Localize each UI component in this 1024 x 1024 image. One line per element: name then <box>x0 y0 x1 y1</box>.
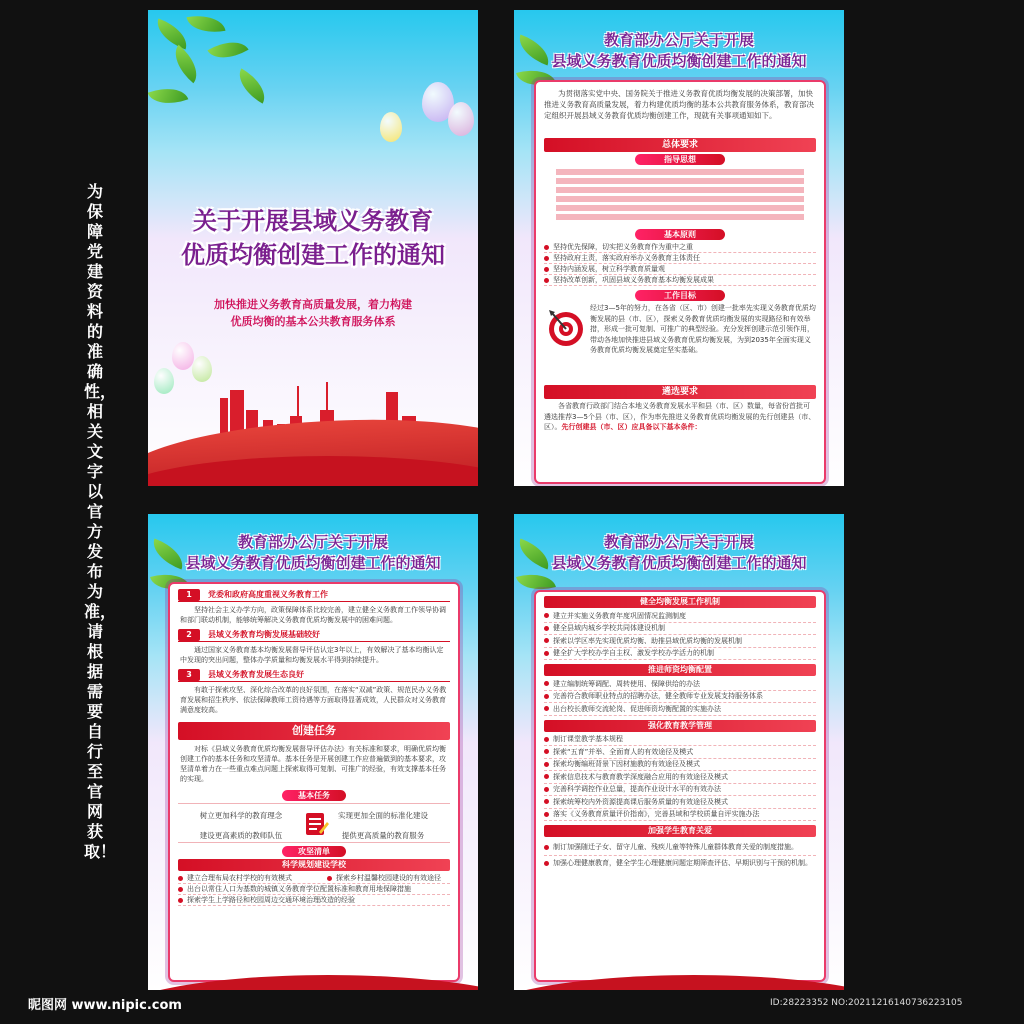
document-pen-icon <box>303 810 329 838</box>
measure-item: 健全扩大学校办学自主权、激发学校办学活力的机制 <box>544 648 816 661</box>
principle-item: 坚持改革创新，巩固县域义务教育基本均衡发展成果 <box>544 275 816 286</box>
condition-item <box>178 668 450 718</box>
notice-panel-2 <box>514 10 844 486</box>
plan-list <box>178 873 450 906</box>
panel-header <box>514 30 844 72</box>
measure-item: 建立编制统筹调配、周转使用、保障供给的办法 <box>544 678 816 691</box>
section-list <box>544 610 816 660</box>
measure-item: 完善科学调控作业总量，提高作业设计水平的有效办法 <box>544 784 816 797</box>
leaf-decoration <box>152 18 193 49</box>
sub-title-guiding: 指导思想 <box>635 154 725 165</box>
sub-title-principles: 基本原则 <box>635 229 725 240</box>
item-title: 县域义务教育发展生态良好 <box>208 670 304 679</box>
leaf-decoration <box>166 45 206 83</box>
measure-item: 加强心理健康教育，健全学生心理健康问题定期筛查评估、早期识别与干预的机制。 <box>544 856 816 871</box>
condition-item <box>178 628 450 668</box>
principle-item: 坚持优先保障，切实把义务教育作为重中之重 <box>544 242 816 253</box>
measure-item: 制订课堂教学基本规程 <box>544 734 816 747</box>
plan-item: 探索学生上学路径和校园周边交通环境治理改造的经验 <box>187 896 355 904</box>
section-list <box>544 678 816 716</box>
basic-task-item: 建设更高素质的教师队伍 <box>199 831 283 840</box>
plan-item: 出台以常住人口为基数的城镇义务教育学位配置标准和教育用地保障措施 <box>187 885 411 893</box>
measure-item: 落实《义务教育质量评价指南》，完善县域和学校质量自评实施办法 <box>544 809 816 822</box>
item-number: 2 <box>178 629 200 641</box>
cover-title-line2: 优质均衡创建工作的通知 <box>181 241 445 269</box>
leaf-decoration <box>231 68 272 103</box>
measure-item: 完善符合教师职业特点的招聘办法，健全教师专业发展支持服务体系 <box>544 691 816 704</box>
basic-task-grid <box>178 803 450 843</box>
id-watermark: ID:28223352 NO:20211216140736223105 <box>770 998 963 1008</box>
balloon-icon <box>172 342 194 370</box>
header-line1: 教育部办公厅关于开展 <box>237 533 388 551</box>
measure-item: 健全县域内城乡学校共同体建设机制 <box>544 623 816 636</box>
content-card <box>534 80 826 484</box>
header-line1: 教育部办公厅关于开展 <box>603 533 754 551</box>
cover-subtitle <box>148 296 478 330</box>
site-watermark: 昵图网 www.nipic.com <box>28 998 182 1013</box>
notice-panel-3 <box>148 514 478 990</box>
balloon-icon <box>448 102 474 136</box>
measure-item: 探索“五育”并举、全面育人的有效途径及模式 <box>544 746 816 759</box>
measure-item: 探索信息技术与教育教学深度融合应用的有效途径及模式 <box>544 771 816 784</box>
item-title: 党委和政府高度重视义务教育工作 <box>208 590 328 599</box>
section-title: 健全均衡发展工作机制 <box>544 596 816 608</box>
sub-title-attack: 攻坚清单 <box>282 846 346 857</box>
section-title: 强化教育教学管理 <box>544 720 816 732</box>
panel-header <box>148 532 478 574</box>
item-number: 3 <box>178 669 200 681</box>
cover-panel <box>148 10 478 486</box>
intro-text: 为贯彻落实党中央、国务院关于推进义务教育优质均衡发展的决策部署，加快推进义务教育高质量发展，着力构建优质均衡的基本公共教育服务体系，教育部决定组织开展县域义务教育优质均衡创建工作，现就有关事项通知如下。 <box>544 89 814 120</box>
guiding-text-placeholder <box>544 167 816 225</box>
section-title-task: 创建任务 <box>178 722 450 740</box>
measure-item: 制订加强随迁子女、留守儿童、残疾儿童等特殊儿童群体教育关爱的制度措施。 <box>544 840 816 856</box>
section-title: 加强学生教育关爱 <box>544 825 816 837</box>
header-line1: 教育部办公厅关于开展 <box>603 31 754 49</box>
principle-item: 坚持内涵发展，树立科学教育质量观 <box>544 264 816 275</box>
plan-row <box>178 873 450 884</box>
sub-title-basic: 基本任务 <box>282 790 346 801</box>
select-body: 各省教育行政部门结合本地义务教育发展水平和县（市、区）数量，每省份首批可遴选推荐3—5个县（市、区），作为率先推进义务教育优质均衡发展的先行创建县（市、区）。 <box>544 402 816 431</box>
section-list <box>544 734 816 822</box>
plan-row <box>178 895 450 906</box>
basic-task-item: 实现更加全面的标准化建设 <box>338 811 428 820</box>
plan-item: 探索乡村温馨校园建设的有效途径 <box>336 874 441 882</box>
header-line2: 县域义务教育优质均衡创建工作的通知 <box>551 554 807 572</box>
disclaimer-vertical-text: 为保障党建资料的准确性，相关文字以官方发布为准，请根据需要自行至官网获取！ <box>84 182 117 861</box>
target-icon <box>546 307 586 347</box>
section-list <box>544 840 816 870</box>
item-number: 1 <box>178 589 200 601</box>
measure-item: 出台校长教师交流轮岗、促进师资均衡配置的实施办法 <box>544 703 816 716</box>
notice-panel-4 <box>514 514 844 990</box>
goal-block <box>544 303 816 383</box>
goal-text: 经过3—5年的努力，在各省（区、市）创建一批率先实现义务教育优质均衡发展的县（市、区），探索义务教育优质均衡发展的实现路径和有效举措，形成一批可复制、可推广的典型经验。充分发挥创建示范引领作用，带动各地加快推进县域义务教育优质均衡发展，为到2035年全面实现义务教育优质均衡发展奠定坚实基础。 <box>590 304 816 354</box>
item-text: 通过国家义务教育基本均衡发展督导评估认定3年以上，有效解决了基本均衡认定中发现的突出问题，整体办学质量和均衡发展水平得到持续提升。 <box>180 646 444 664</box>
sub-title-goal: 工作目标 <box>635 290 725 301</box>
task-text: 对标《县域义务教育优质均衡发展督导评估办法》有关标准和要求，明确优质均衡创建工作的基本任务和攻坚清单。基本任务是开展创建工作应普遍做到的基本要求，攻坚清单着力在一些重点难点问题上探索取得可复制、可推广的经验，有效支撑基本任务的实现。 <box>180 745 446 783</box>
measure-item: 探索均衡编班背景下因材施教的有效途径及模式 <box>544 759 816 772</box>
leaf-decoration <box>207 32 248 67</box>
item-text: 坚持社会主义办学方向，政策保障体系比较完善，建立健全义务教育工作领导协调和部门联动机制，能够统筹解决义务教育优质均衡发展中的困难问题。 <box>180 606 446 624</box>
plan-row <box>178 884 450 895</box>
cover-subtitle-line2: 优质均衡的基本公共教育服务体系 <box>230 315 396 328</box>
condition-item <box>178 588 450 628</box>
header-line2: 县域义务教育优质均衡创建工作的通知 <box>185 554 441 572</box>
leaf-decoration <box>148 80 188 111</box>
item-text: 有敢于探索攻坚、深化综合改革的良好氛围，在落实“双减”政策、规范民办义务教育发展和招生秩序、依法保障教师工资待遇等方面取得显著成效，人民群众对义务教育满意度较高。 <box>180 686 447 714</box>
item-title: 县域义务教育均衡发展基础较好 <box>208 630 320 639</box>
header-line2: 县域义务教育优质均衡创建工作的通知 <box>551 52 807 70</box>
basic-task-item: 提供更高质量的教育服务 <box>341 831 425 840</box>
plan-item: 建立合理布局农村学校的有效模式 <box>187 874 292 882</box>
basic-task-item: 树立更加科学的教育理念 <box>199 811 283 820</box>
content-card <box>168 582 460 982</box>
cover-title <box>148 204 478 272</box>
select-tail: 先行创建县（市、区）应具备以下基本条件： <box>561 423 702 431</box>
select-text <box>544 401 816 433</box>
section-title: 推进师资均衡配置 <box>544 664 816 676</box>
sub-title-plan: 科学规划建设学校 <box>178 859 450 871</box>
balloon-icon <box>192 356 212 382</box>
leaf-decoration <box>187 11 226 37</box>
principle-item: 坚持政府主责，落实政府举办义务教育主体责任 <box>544 253 816 264</box>
section-title-overall: 总体要求 <box>544 138 816 152</box>
principles-list <box>544 242 816 286</box>
content-card <box>534 590 826 982</box>
cover-subtitle-line1: 加快推进义务教育高质量发展，着力构建 <box>214 298 412 311</box>
cover-title-line1: 关于开展县域义务教育 <box>193 207 433 235</box>
measure-item: 探索统筹校内外资源提高课后服务质量的有效途径及模式 <box>544 796 816 809</box>
section-title-select: 遴选要求 <box>544 385 816 399</box>
measure-item: 建立并实施义务教育年度巩固情况监测制度 <box>544 610 816 623</box>
balloon-icon <box>380 112 402 142</box>
measure-item: 探索以学区率先实现优质均衡、助推县域优质均衡的发展机制 <box>544 635 816 648</box>
panel-header <box>514 532 844 574</box>
